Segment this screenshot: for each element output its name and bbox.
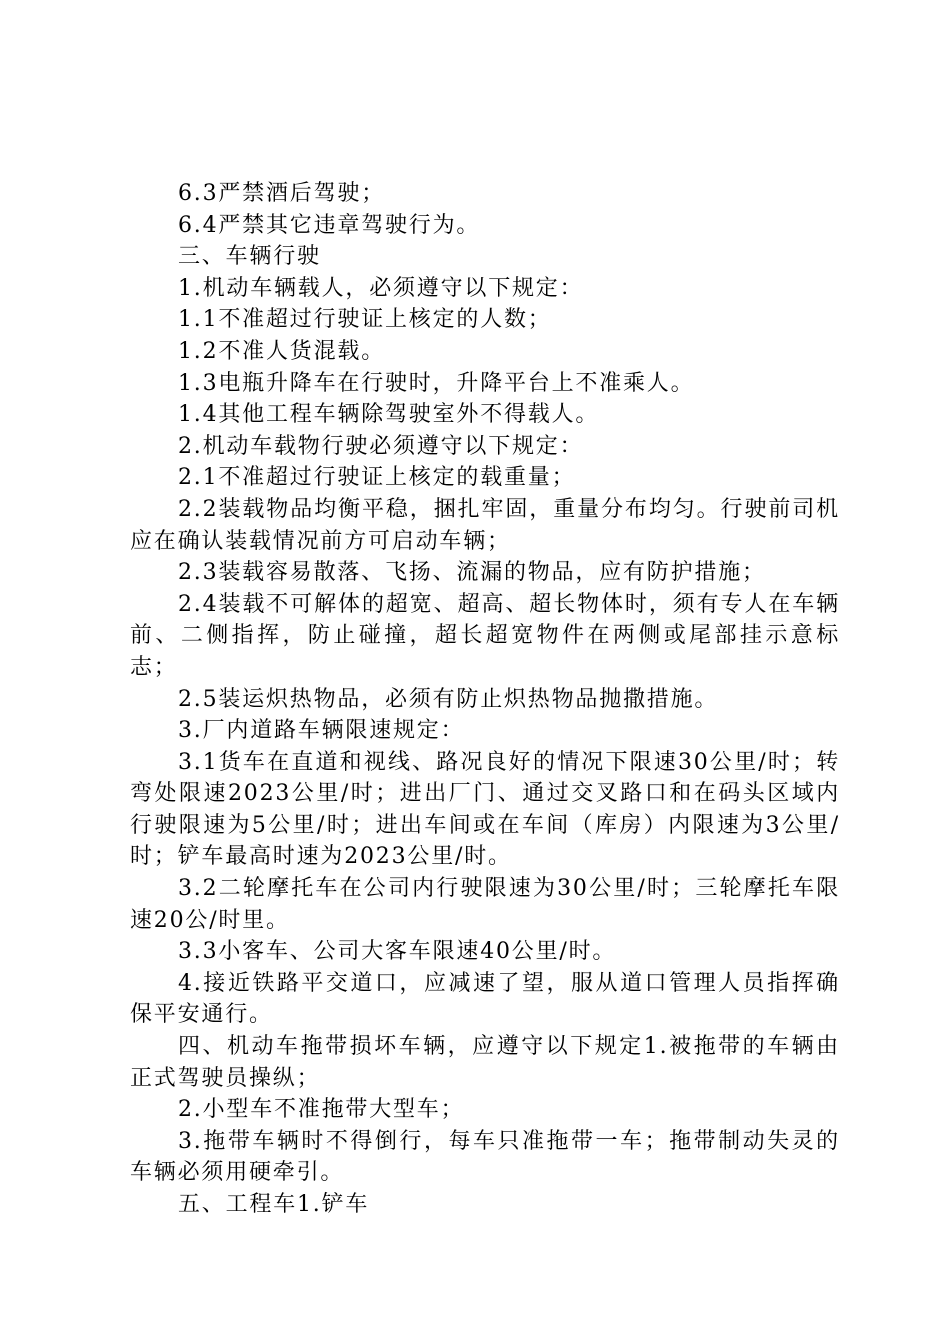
paragraph-1: 1.机动车辆载人，必须遵守以下规定：	[178, 275, 584, 301]
paragraph-1-3: 1.3电瓶升降车在行驶时，升降平台上不准乘人。	[178, 370, 695, 396]
paragraph-1-1: 1.1不准超过行驶证上核定的人数；	[178, 307, 552, 333]
paragraph-3-2: 3.2二轮摩托车在公司内行驶限速为30公里/时；三轮摩托车限速20公/时里。	[130, 876, 840, 933]
paragraph-2-2: 2.2装载物品均衡平稳，捆扎牢固，重量分布均匀。行驶前司机应在确认装载情况前方可启动车辆；	[130, 496, 840, 554]
paragraph-2-1: 2.1不准超过行驶证上核定的载重量；	[178, 465, 576, 491]
paragraph-1-2: 1.2不准人货混载。	[178, 338, 385, 364]
section-heading-engineering-vehicles: 五、工程车1.铲车	[178, 1192, 370, 1217]
paragraph-6-3: 6.3严禁酒后驾驶；	[178, 181, 385, 206]
paragraph-2-4: 2.4装载不可解体的超宽、超高、超长物体时，须有专人在车辆前、二侧指挥，防止碰撞，超长超宽物件在两侧或尾部挂示意标志；	[130, 591, 840, 680]
paragraph-towing-3: 3.拖带车辆时不得倒行，每车只准拖带一车；拖带制动失灵的车辆必须用硬牵引。	[130, 1128, 840, 1186]
paragraph-2-5: 2.5装运炽热物品，必须有防止炽热物品抛撒措施。	[178, 686, 719, 712]
section-heading-towing: 四、机动车拖带损坏车辆，应遵守以下规定1.被拖带的车辆由正式驾驶员操纵；	[130, 1034, 840, 1091]
paragraph-3: 3.厂内道路车辆限速规定：	[178, 718, 465, 744]
paragraph-towing-2: 2.小型车不准拖带大型车；	[178, 1097, 465, 1123]
paragraph-3-3: 3.3小客车、公司大客车限速40公里/时。	[178, 939, 617, 965]
paragraph-1-4: 1.4其他工程车辆除驾驶室外不得载人。	[178, 402, 600, 428]
paragraph-4: 4.接近铁路平交道口，应减速了望，服从道口管理人员指挥确保平安通行。	[130, 970, 840, 1028]
paragraph-2-3: 2.3装载容易散落、飞扬、流漏的物品，应有防护措施；	[178, 560, 766, 586]
section-heading-vehicle-driving: 三、车辆行驶	[178, 244, 321, 270]
document-body	[130, 178, 840, 1221]
paragraph-2: 2.机动车载物行驶必须遵守以下规定：	[178, 433, 584, 459]
paragraph-6-4: 6.4严禁其它违章驾驶行为。	[178, 212, 481, 238]
paragraph-3-1: 3.1货车在直道和视线、路况良好的情况下限速30公里/时；转弯处限速2023公里/时；进出厂门、通过交叉路口和在码头区域内行驶限速为5公里/时；进出车间或在车间（库房）内限速为3公里/时；铲车最高时速为2023公里/时。	[130, 749, 840, 870]
